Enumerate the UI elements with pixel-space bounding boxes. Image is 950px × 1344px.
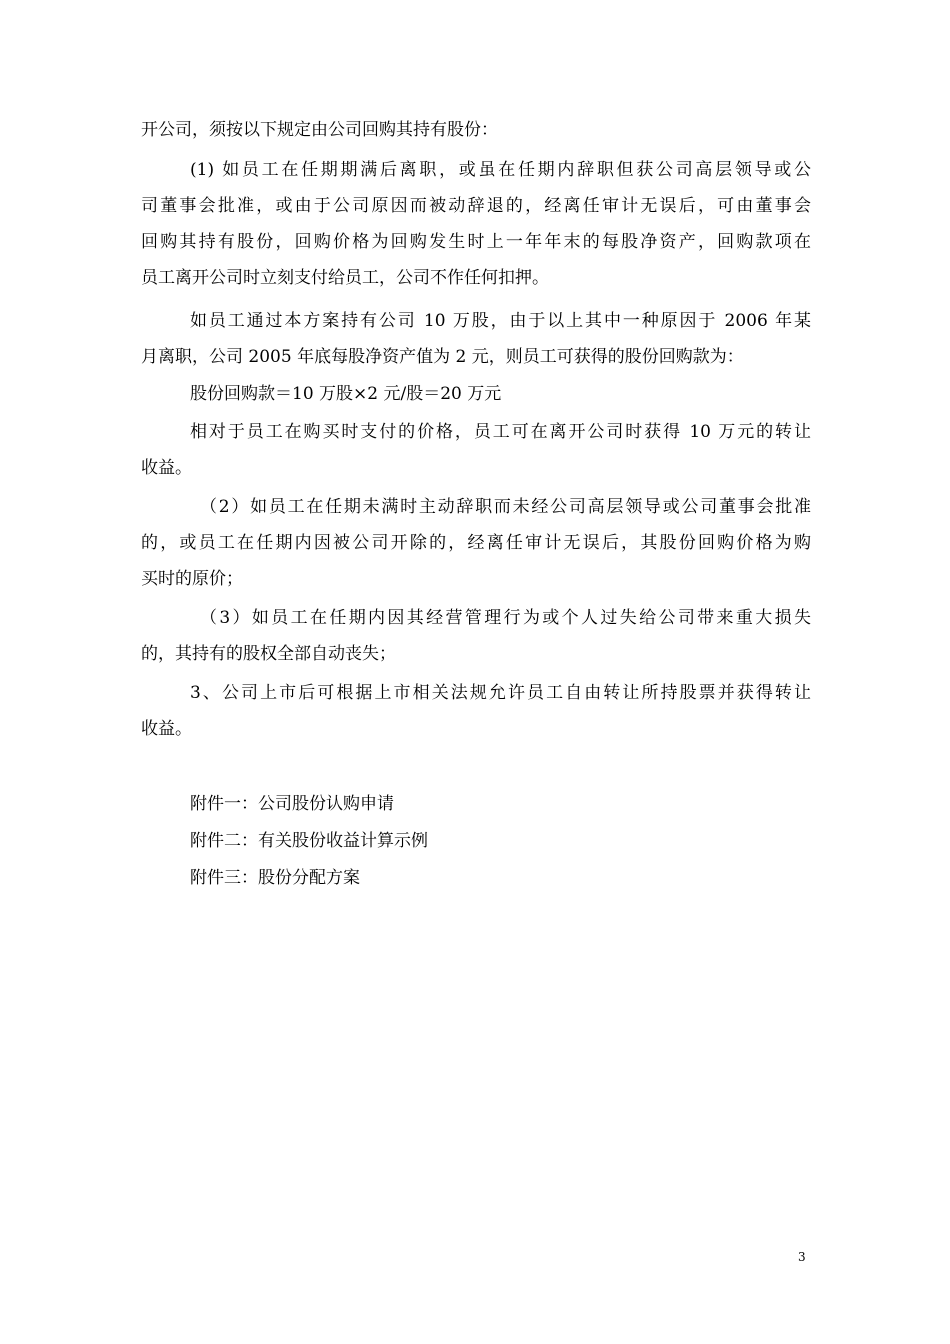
body-line: 开公司，须按以下规定由公司回购其持有股份： (141, 120, 498, 140)
body-line: 买时的原价； (141, 569, 243, 589)
body-line: （3）如员工在任期内因其经营管理行为或个人过失给公司带来重大损失 (200, 608, 811, 628)
body-line: 的，其持有的股权全部自动丧失； (141, 644, 396, 664)
body-line: 3、公司上市后可根据上市相关法规允许员工自由转让所持股票并获得转让 (190, 683, 811, 703)
body-line: 回购其持有股份，回购价格为回购发生时上一年年末的每股净资产，回购款项在 (141, 232, 811, 252)
attachment-item: 附件三：股份分配方案 (190, 868, 360, 888)
body-line: 相对于员工在购买时支付的价格，员工可在离开公司时获得 10 万元的转让 (190, 422, 811, 442)
body-line: 司董事会批准，或由于公司原因而被动辞退的，经离任审计无误后，可由董事会 (141, 196, 811, 216)
attachment-item: 附件一：公司股份认购申请 (190, 794, 394, 814)
body-line: 收益。 (141, 458, 192, 478)
body-line: 的，或员工在任期内因被公司开除的，经离任审计无误后，其股份回购价格为购 (141, 533, 811, 553)
formula-line: 股份回购款＝10 万股×2 元/股＝20 万元 (190, 384, 502, 404)
body-line: (1) 如员工在任期期满后离职，或虽在任期内辞职但获公司高层领导或公 (190, 160, 811, 180)
body-line: 员工离开公司时立刻支付给员工，公司不作任何扣押。 (141, 268, 549, 288)
body-line: （2）如员工在任期未满时主动辞职而未经公司高层领导或公司董事会批准 (200, 497, 811, 517)
body-line: 收益。 (141, 719, 192, 739)
body-line: 如员工通过本方案持有公司 10 万股，由于以上其中一种原因于 2006 年某 (190, 311, 811, 331)
page-number: 3 (798, 1250, 806, 1264)
body-line: 月离职，公司 2005 年底每股净资产值为 2 元，则员工可获得的股份回购款为： (141, 347, 744, 367)
attachment-item: 附件二：有关股份收益计算示例 (190, 831, 428, 851)
